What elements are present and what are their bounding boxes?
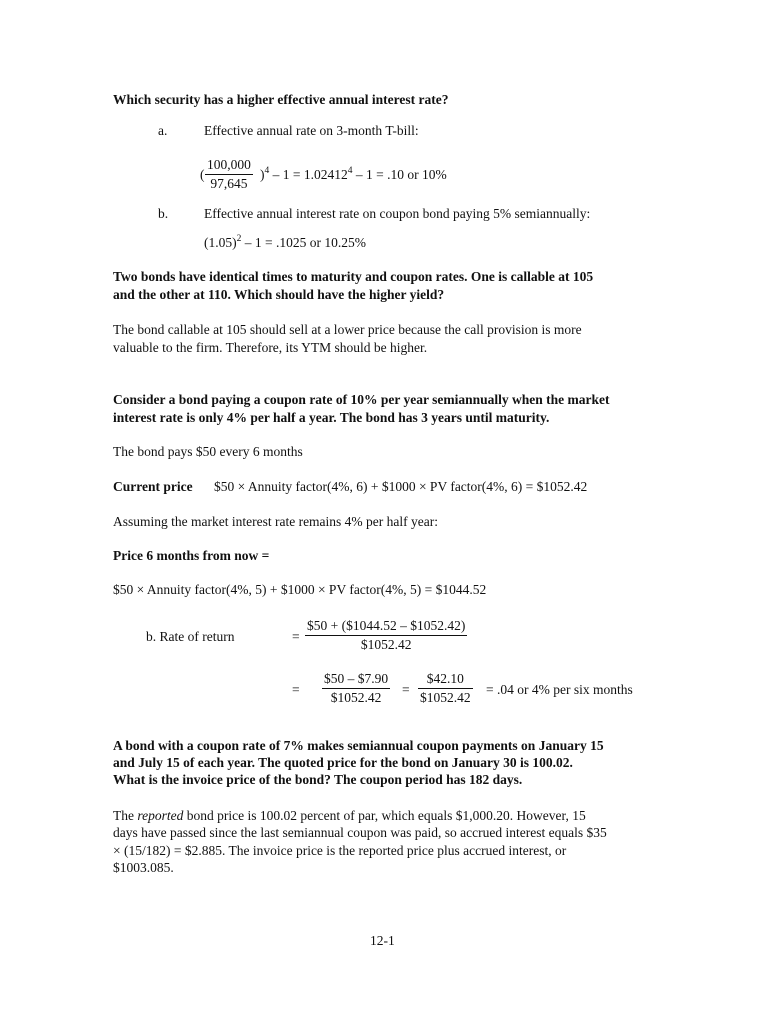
bond-pays-text: The bond pays $50 every 6 months [113,444,303,459]
second-fraction-denominator: $1052.42 [322,688,390,707]
exponent-4b: 4 [347,165,353,176]
coupon-formula [204,234,366,252]
answer-4-line-4: $1003.085. [113,860,174,875]
equals-sign-3: = [402,682,410,697]
exponent-2: 2 [236,233,242,244]
equals-sign-1: = [292,629,300,644]
answer-4-line-3: × (15/182) = $2.885. The invoice price is the reported price plus accrued interest, or [113,843,567,858]
tbill-mid: – 1 = 1.02412 [269,167,348,182]
question-1: Which security has a higher effective annual interest rate? [113,92,449,107]
exponent-4a: 4 [264,165,270,176]
price-6-months-label: Price 6 months from now = [113,548,270,563]
question-4-line-2: and July 15 of each year. The quoted price for the bond on January 30 is 100.02. [113,755,573,770]
current-price-label: Current price [113,479,193,494]
answer-4-rest: bond price is 100.02 percent of par, which equals $1,000.20. However, 15 [183,808,586,823]
rate-of-return-fraction [305,617,467,654]
question-3-line-2: interest rate is only 4% per half a year. The bond has 3 years until maturity. [113,410,550,425]
page-number: 12-1 [370,933,395,948]
ror-denominator: $1052.42 [305,635,467,654]
third-fraction [418,670,473,707]
rate-of-return-label: b. Rate of return [146,629,235,644]
current-price-formula: $50 × Annuity factor(4%, 6) + $1000 × PV factor(4%, 6) = $1052.42 [214,479,588,494]
question-4-line-1: A bond with a coupon rate of 7% makes semiannual coupon payments on January 15 [113,738,604,753]
tbill-formula [260,166,447,184]
tbill-numerator: 100,000 [207,157,251,172]
item-b-text: Effective annual interest rate on coupon bond paying 5% semiannually: [204,206,591,221]
second-fraction-numerator: $50 – $7.90 [324,671,389,686]
ror-numerator: $50 + ($1044.52 – $1052.42) [307,618,466,633]
tbill-result: – 1 = .10 or 10% [352,167,447,182]
question-2-line-2: and the other at 110. Which should have the higher yield? [113,287,445,302]
reported-emphasis: reported [137,808,184,823]
answer-4-line-1 [113,807,586,825]
coupon-base: (1.05) [204,235,237,250]
tbill-denominator: 97,645 [205,174,253,193]
paren-close: ) [260,167,265,182]
third-fraction-numerator: $42.10 [426,671,464,686]
item-b-letter: b. [158,206,169,221]
question-2-line-1: Two bonds have identical times to maturity and coupon rates. One is callable at 105 [113,269,594,284]
answer-4-line-2: days have passed since the last semiannual coupon was paid, so accrued interest equals $35 [113,825,607,840]
paren-open: ( [200,167,205,182]
coupon-result: – 1 = .1025 or 10.25% [241,235,366,250]
answer-2-line-1: The bond callable at 105 should sell at a lower price because the call provision is more [113,322,582,337]
answer-4-prefix: The [113,808,138,823]
equals-sign-2: = [292,682,300,697]
rate-of-return-result: = .04 or 4% per six months [486,682,633,697]
second-fraction [322,670,390,707]
item-a-text: Effective annual rate on 3-month T-bill: [204,123,419,138]
tbill-fraction [205,156,253,193]
question-4-line-3: What is the invoice price of the bond? The coupon period has 182 days. [113,772,523,787]
item-a-letter: a. [158,123,168,138]
question-3-line-1: Consider a bond paying a coupon rate of 10% per year semiannually when the market [113,392,610,407]
assuming-text: Assuming the market interest rate remains 4% per half year: [113,514,439,529]
third-fraction-denominator: $1052.42 [420,690,471,705]
answer-2-line-2: valuable to the firm. Therefore, its YTM should be higher. [113,340,428,355]
price-6-months-formula: $50 × Annuity factor(4%, 5) + $1000 × PV factor(4%, 5) = $1044.52 [113,582,487,597]
